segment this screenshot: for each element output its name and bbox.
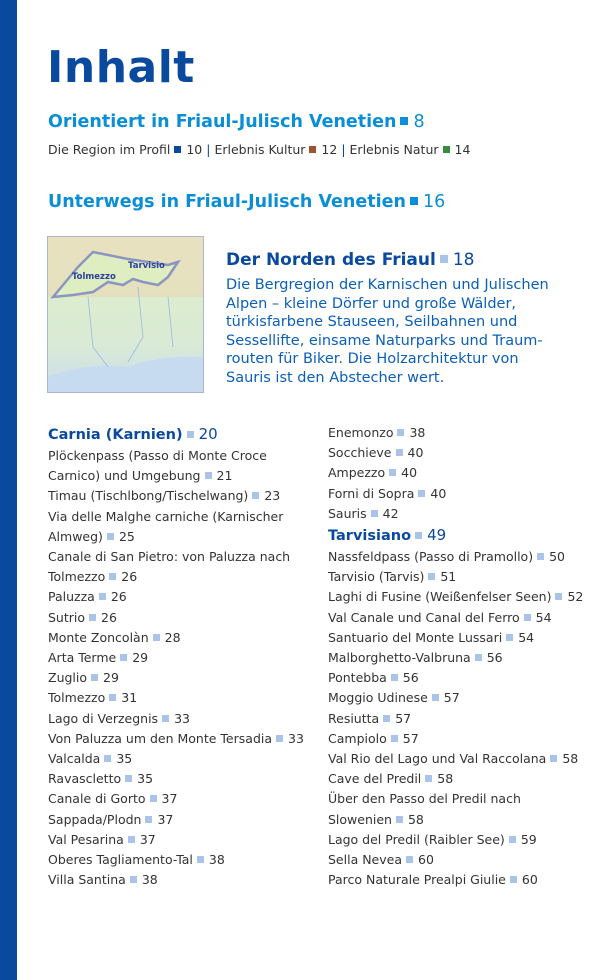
bullet-icon: [510, 876, 517, 883]
bullet-icon: [109, 573, 116, 580]
entry-label: Pontebba: [328, 670, 387, 686]
page-number: 57: [402, 730, 419, 746]
toc-entry[interactable]: [328, 668, 588, 688]
page-number: 37: [139, 831, 156, 847]
toc-entry[interactable]: [48, 850, 308, 870]
entry-label: Valcalda: [48, 751, 101, 767]
page-number: 54: [535, 609, 552, 625]
toc-entry[interactable]: [48, 789, 308, 809]
subitem[interactable]: [350, 142, 471, 157]
page-number: 35: [116, 751, 133, 767]
entry-label: Tarvisio (Tarvis): [328, 569, 425, 585]
bullet-icon: [524, 614, 531, 621]
bullet-icon: [276, 735, 283, 742]
subitem-label: Die Region im Profil: [48, 142, 171, 157]
page-number: 10: [186, 142, 203, 157]
page-number: 42: [382, 505, 399, 521]
entry-label: Val Pesarina: [48, 831, 124, 847]
page-number: 40: [407, 445, 424, 461]
toc-entry[interactable]: [48, 810, 308, 830]
entry-label: Socchieve: [328, 445, 392, 461]
subsection-list: [48, 142, 470, 157]
entry-label: Sutrio: [48, 609, 86, 625]
bullet-icon: [145, 816, 152, 823]
entry-label: Canale di Gorto: [48, 791, 146, 807]
map-label-tarvisio: Tarvisio: [128, 261, 165, 271]
entry-label: Lago del Predil (Raibler See): [328, 831, 505, 847]
bullet-icon: [128, 836, 135, 843]
bullet-icon: [104, 755, 111, 762]
entry-label: Tarvisiano: [328, 528, 412, 545]
bullet-icon: [475, 654, 482, 661]
toc-entry[interactable]: [48, 587, 308, 607]
page-number: 14: [454, 142, 471, 157]
page-number: 12: [321, 142, 338, 157]
bullet-icon: [425, 775, 432, 782]
page-number: 38: [208, 852, 225, 868]
entry-label: Enemonzo: [328, 425, 394, 440]
bullet-icon: [396, 816, 403, 823]
toc-entry[interactable]: [48, 870, 308, 890]
subitem-label: Erlebnis Kultur: [214, 142, 306, 157]
entry-label: Ravascletto: [48, 771, 122, 787]
section-orientiert[interactable]: [48, 112, 425, 132]
entry-label: Über den Passo del Predil nach Slowenien: [328, 791, 521, 827]
feature-region: [226, 250, 556, 387]
toc-entry[interactable]: [48, 688, 308, 708]
map-graphic: [48, 237, 203, 392]
bullet-icon: [396, 449, 403, 456]
entry-label: Canale di San Pietro: von Paluzza nach Tolmezzo: [48, 549, 291, 585]
toc-entry[interactable]: [328, 709, 588, 729]
page-number: 40: [430, 485, 447, 501]
entry-label: Lago di Verzegnis: [48, 710, 159, 726]
page-number: 26: [101, 609, 117, 625]
toc-entry[interactable]: [328, 504, 588, 524]
section-unterwegs[interactable]: [48, 192, 445, 212]
toc-entry[interactable]: [48, 830, 308, 850]
entry-label: Parco Naturale Prealpi Giulie: [328, 872, 506, 888]
entry-label: Sappada/Plodn: [48, 811, 142, 827]
bullet-icon: [197, 856, 204, 863]
bullet-icon: [537, 553, 544, 560]
toc-entry[interactable]: [48, 628, 308, 648]
toc-entry[interactable]: [328, 688, 588, 708]
page-number: 29: [103, 670, 119, 686]
toc-entry[interactable]: [328, 628, 588, 648]
page-number: 49: [427, 526, 447, 545]
page-number: 8: [413, 112, 425, 132]
bullet-icon: [389, 469, 396, 476]
toc-entry[interactable]: [328, 587, 588, 607]
toc-entry[interactable]: [48, 648, 308, 668]
bullet-icon: [506, 634, 513, 641]
toc-entry[interactable]: [48, 769, 308, 789]
entry-label: Forni di Sopra: [328, 485, 415, 501]
toc-entry[interactable]: [328, 423, 588, 443]
page-number: 18: [452, 250, 475, 270]
page-number: 38: [141, 872, 158, 888]
entry-label: Resiutta: [328, 710, 380, 726]
feature-description: Die Bergregion der Karnischen und Julischen Alpen – kleine Dörfer und große Wälder, türkisfarbene Stauseen, Seilbahnen und Sessellifte, einsame Naturparks und Traumrouten für Biker. Die Holzarchitektur von Sauris ist den Abstecher wert.: [226, 277, 549, 386]
bullet-icon: [99, 593, 106, 600]
toc-entry[interactable]: [328, 870, 588, 890]
page-number: 38: [409, 425, 426, 440]
bullet-icon: [120, 654, 127, 661]
toc-entry[interactable]: [328, 484, 588, 504]
entry-label: Ampezzo: [328, 465, 386, 481]
toc-entry[interactable]: [328, 443, 588, 463]
subitem-label: Erlebnis Natur: [349, 142, 439, 157]
toc-entry[interactable]: [328, 648, 588, 668]
entry-label: Tolmezzo: [48, 690, 106, 706]
entry-label: Arta Terme: [48, 650, 117, 666]
toc-entry[interactable]: [48, 547, 308, 587]
bullet-icon: [150, 795, 157, 802]
page-number: 37: [157, 811, 174, 827]
toc-entry[interactable]: [328, 769, 588, 789]
bullet-icon: [252, 492, 259, 499]
entry-label: Sella Nevea: [328, 852, 402, 868]
page-number: 52: [567, 589, 584, 605]
page-number: 60: [418, 852, 434, 868]
bullet-icon: [174, 146, 181, 153]
bullet-icon: [550, 755, 557, 762]
entry-label: Laghi di Fusine (Weißenfelser Seen): [328, 589, 552, 605]
page-number: 31: [121, 690, 138, 706]
toc-column-right: [328, 423, 588, 890]
bullet-icon: [418, 490, 425, 497]
region-map: [47, 236, 204, 393]
toc-entry[interactable]: [328, 608, 588, 628]
page-number: 26: [121, 569, 138, 585]
toc-entry[interactable]: [328, 749, 588, 769]
toc-region-heading[interactable]: [48, 423, 308, 446]
bullet-icon: [391, 735, 398, 742]
bullet-icon: [415, 532, 422, 539]
page-number: 60: [521, 872, 538, 888]
page-number: 33: [174, 710, 190, 726]
bullet-icon: [400, 117, 408, 125]
bullet-icon: [397, 429, 404, 436]
page-number: 59: [520, 831, 537, 847]
entry-label: Malborghetto-Valbruna: [328, 650, 471, 666]
map-label-tolmezzo: Tolmezzo: [72, 272, 116, 282]
subitem[interactable]: [48, 142, 202, 157]
entry-label: Plöckenpass (Passo di Monte Croce Carnico) und Umgebung: [48, 448, 267, 484]
toc-entry[interactable]: [48, 507, 308, 547]
page-number: 20: [198, 425, 218, 443]
section-title: Orientiert in Friaul-Julisch Venetien: [48, 112, 397, 132]
bullet-icon: [162, 715, 169, 722]
entry-label: Santuario del Monte Lussari: [328, 629, 503, 645]
bullet-icon: [205, 472, 212, 479]
toc-entry[interactable]: [48, 709, 308, 729]
bullet-icon: [125, 775, 132, 782]
toc-entry[interactable]: [328, 463, 588, 483]
page-number: 33: [288, 730, 304, 746]
bullet-icon: [109, 694, 116, 701]
toc-entry[interactable]: [48, 729, 308, 749]
entry-label: Campiolo: [328, 730, 387, 746]
feature-title: Der Norden des Friaul: [226, 250, 436, 270]
bullet-icon: [555, 593, 562, 600]
bullet-icon: [153, 634, 160, 641]
toc-entry[interactable]: [48, 668, 308, 688]
entry-label: Monte Zoncolàn: [48, 629, 149, 645]
entry-label: Von Paluzza um den Monte Tersadia: [48, 730, 273, 746]
bullet-icon: [406, 856, 413, 863]
entry-label: Sauris: [328, 505, 367, 521]
bullet-icon: [187, 431, 194, 438]
entry-label: Zuglio: [48, 670, 88, 686]
bullet-icon: [440, 255, 448, 263]
page-number: 29: [132, 650, 149, 666]
page-number: 37: [161, 791, 178, 807]
toc-entry[interactable]: [328, 729, 588, 749]
section-title: Unterwegs in Friaul-Julisch Venetien: [48, 192, 406, 212]
bullet-icon: [91, 674, 98, 681]
bullet-icon: [130, 876, 137, 883]
bullet-icon: [89, 614, 96, 621]
page-number: 25: [118, 528, 135, 544]
bullet-icon: [383, 715, 390, 722]
page-number: 57: [443, 690, 460, 706]
page-number: 40: [401, 465, 418, 481]
page-number: 57: [395, 710, 412, 726]
toc-column-left: [48, 423, 308, 890]
bullet-icon: [107, 533, 114, 540]
entry-label: Oberes Tagliamento-Tal: [48, 852, 193, 868]
page-number: 21: [216, 468, 233, 484]
bullet-icon: [391, 674, 398, 681]
bullet-icon: [443, 146, 450, 153]
page-number: 23: [264, 488, 281, 504]
toc-entry[interactable]: [328, 789, 588, 829]
toc-region-heading[interactable]: [328, 524, 588, 547]
separator: |: [206, 142, 211, 157]
bullet-icon: [371, 510, 378, 517]
entry-label: Cave del Predil: [328, 771, 422, 787]
page-number: 26: [110, 589, 127, 605]
subitem[interactable]: [214, 142, 337, 157]
bullet-icon: [509, 836, 516, 843]
bullet-icon: [410, 197, 418, 205]
page-number: 56: [486, 650, 503, 666]
toc-entry[interactable]: [328, 830, 588, 850]
entry-label: Nassfeldpass (Passo di Pramollo): [328, 549, 534, 565]
separator: |: [341, 142, 346, 157]
page-number: 54: [518, 629, 535, 645]
page-number: 16: [422, 192, 446, 212]
page-number: 35: [137, 771, 154, 787]
page-number: 56: [402, 670, 419, 686]
side-color-bar: [0, 0, 17, 980]
toc-entry[interactable]: [48, 446, 308, 486]
page-number: 58: [437, 771, 454, 787]
entry-label: Val Rio del Lago und Val Raccolana: [328, 751, 547, 767]
page-number: 50: [549, 549, 565, 565]
entry-label: Paluzza: [48, 589, 95, 605]
entry-label: Moggio Udinese: [328, 690, 428, 706]
toc-entry[interactable]: [48, 608, 308, 628]
page-number: 28: [164, 629, 181, 645]
page-number: 58: [562, 751, 579, 767]
toc-entry[interactable]: [328, 567, 588, 587]
bullet-icon: [432, 694, 439, 701]
entry-label: Carnia (Karnien): [48, 427, 183, 443]
entry-label: Val Canale und Canal del Ferro: [328, 609, 520, 625]
entry-label: Villa Santina: [48, 872, 126, 888]
bullet-icon: [428, 573, 435, 580]
page-number: 58: [407, 811, 424, 827]
feature-heading[interactable]: [226, 250, 556, 270]
bullet-icon: [309, 146, 316, 153]
toc-entry[interactable]: [328, 547, 588, 567]
toc-entry[interactable]: [328, 850, 588, 870]
toc-entry[interactable]: [48, 486, 308, 506]
toc-entry[interactable]: [48, 749, 308, 769]
entry-label: Via delle Malghe carniche (Karnischer Almweg): [48, 508, 284, 544]
page-number: 51: [440, 569, 457, 585]
page-title: Inhalt: [47, 42, 195, 93]
entry-label: Timau (Tischlbong/Tischelwang): [48, 488, 249, 504]
